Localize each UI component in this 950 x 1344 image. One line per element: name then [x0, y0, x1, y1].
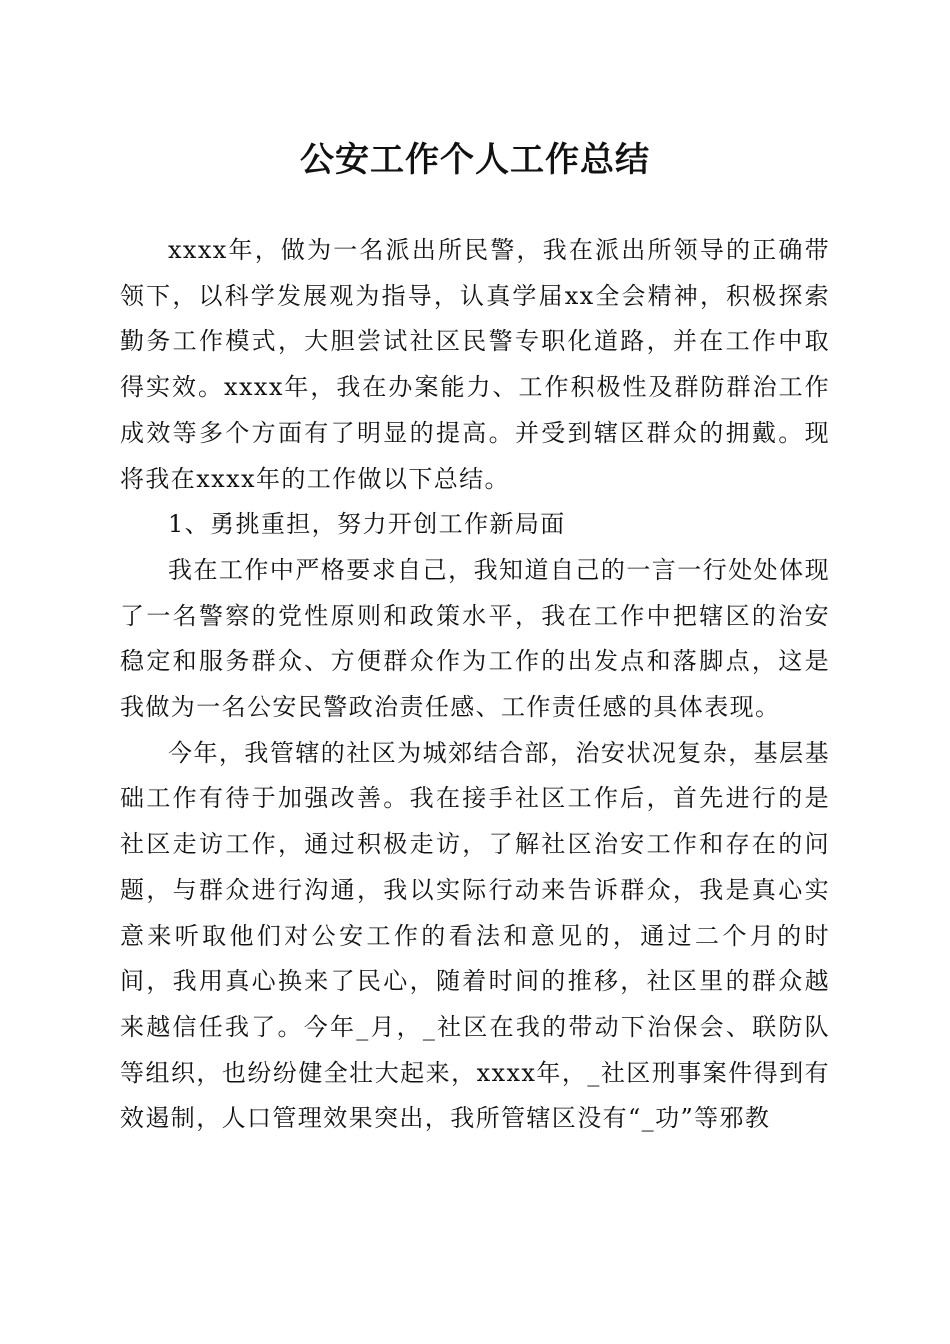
document-title: 公安工作个人工作总结 — [300, 140, 650, 180]
paragraph-community-work: 今年，我管辖的社区为城郊结合部，治安状况复杂，基层基础工作有待于加强改善。我在接手社区工作后，首先进行的是社区走访工作，通过积极走访，了解社区治安工作和存在的问题，与群众进行沟通，我以实际行动来告诉群众，我是真心实意来听取他们对公安工作的看法和意见的，通过二个月的时间，我用真心换来了民心，随着时间的推移，社区里的群众越来越信任我了。今年_月，_社区在我的带动下治保会、联防队等组织，也纷纷健全壮大起来，xxxx年，_社区刑事案件得到有效遏制，人口管理效果突出，我所管辖区没有“_功”等邪教 — [120, 738, 830, 1133]
paragraph-intro: xxxx年，做为一名派出所民警，我在派出所领导的正确带领下，以科学发展观为指导，认真学届xx全会精神，积极探索勤务工作模式，大胆尝试社区民警专职化道路，并在工作中取得实效。xxxx年，我在办案能力、工作积极性及群防群治工作成效等多个方面有了明显的提高。并受到辖区群众的拥戴。现将我在xxxx年的工作做以下总结。 — [120, 236, 830, 493]
paragraph-self-discipline: 我在工作中严格要求自己，我知道自己的一言一行处处体现了一名警察的党性原则和政策水平，我在工作中把辖区的治安稳定和服务群众、方便群众作为工作的出发点和落脚点，这是我做为一名公安民警政治责任感、工作责任感的具体表现。 — [120, 555, 830, 722]
section-heading-1: 1、勇挑重担，努力开创工作新局面 — [168, 510, 566, 539]
document-body — [120, 228, 830, 1142]
